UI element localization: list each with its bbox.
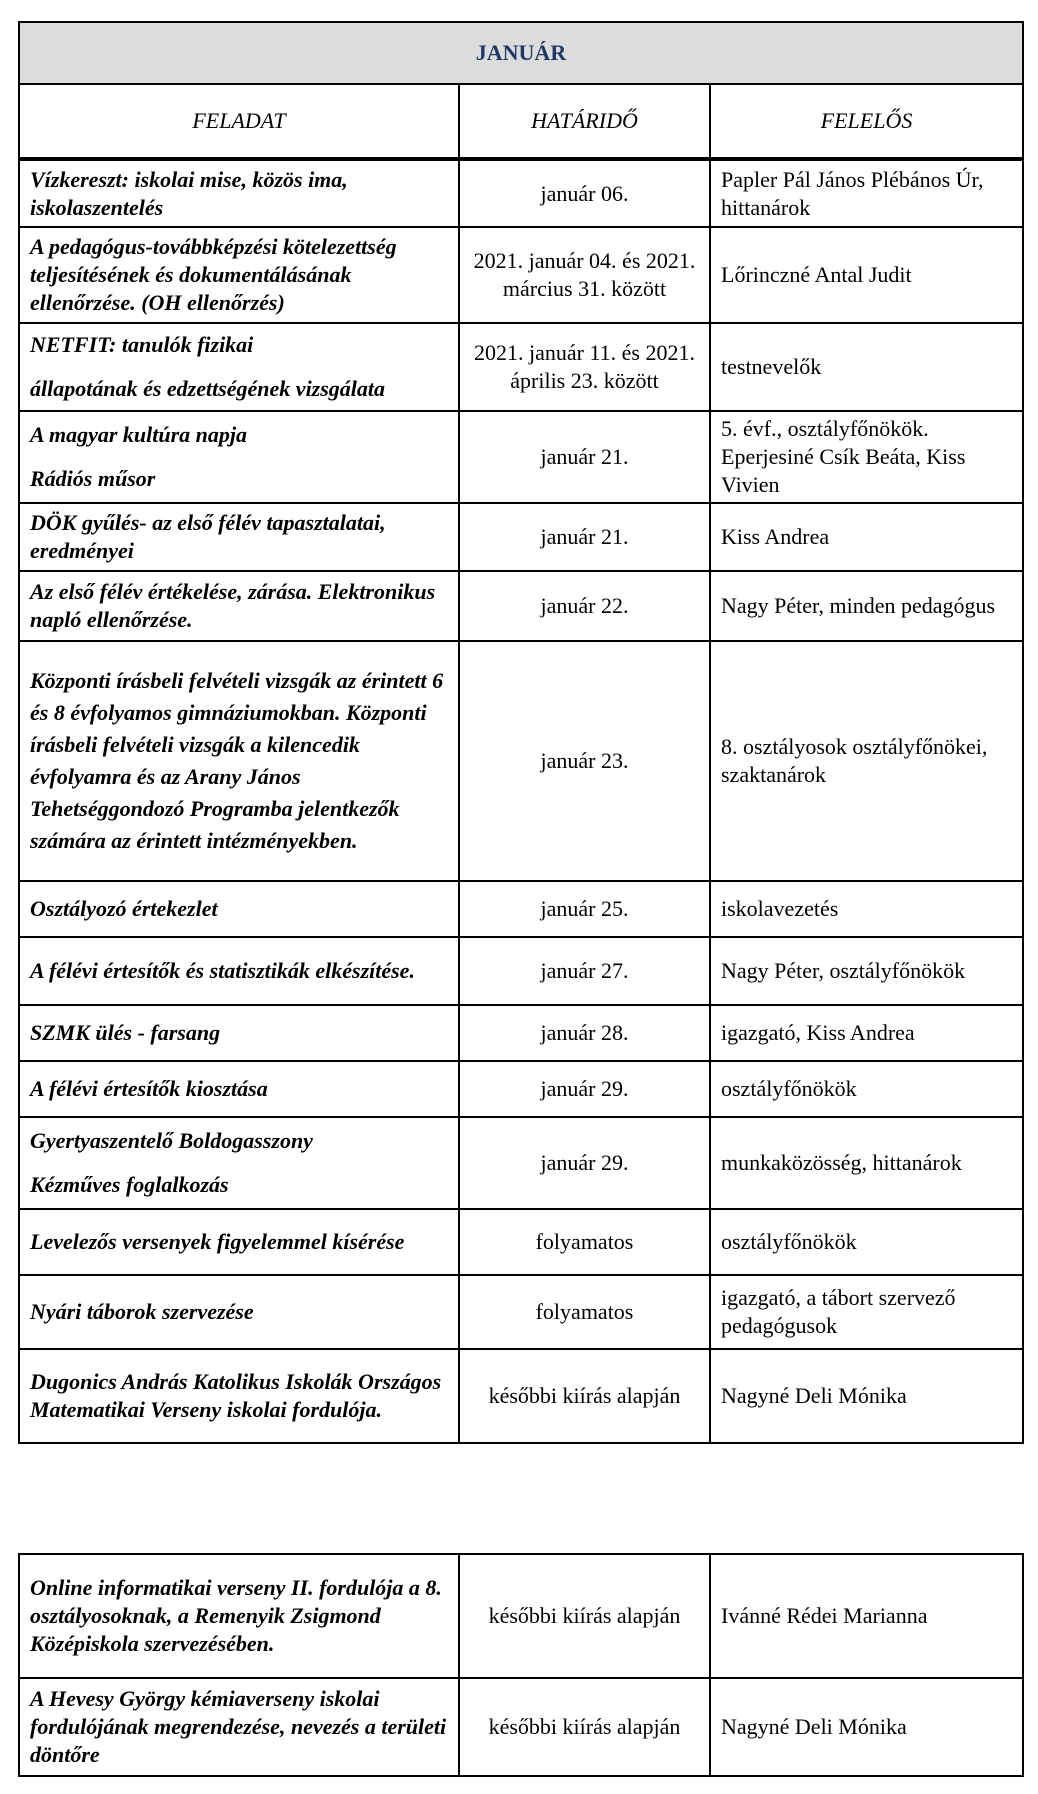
table-row (19, 641, 1023, 881)
deadline-cell: későbbi kiírás alapján (459, 1554, 710, 1678)
schedule-table (18, 21, 1024, 1444)
task-cell: Dugonics András Katolikus Iskolák Országos Matematikai Verseny iskolai fordulója. (19, 1349, 459, 1443)
responsible-cell: Papler Pál János Plébános Úr, hittanárok (710, 159, 1023, 227)
task-line: A magyar kultúra napja (30, 422, 248, 447)
month-title: JANUÁR (19, 22, 1023, 84)
responsible-cell: 5. évf., osztályfőnökök. Eperjesiné Csík Beáta, Kiss Vivien (710, 411, 1023, 503)
table-row (19, 1678, 1023, 1776)
deadline-cell: január 25. (459, 881, 710, 937)
task-cell: A félévi értesítők és statisztikák elkészítése. (19, 937, 459, 1005)
header-deadline: HATÁRIDŐ (459, 84, 710, 159)
task-cell: A félévi értesítők kiosztása (19, 1061, 459, 1117)
table-row (19, 323, 1023, 411)
responsible-cell: munkaközösség, hittanárok (710, 1117, 1023, 1209)
responsible-cell: igazgató, a tábort szervező pedagógusok (710, 1275, 1023, 1349)
task-cell (19, 1117, 459, 1209)
table-row (19, 881, 1023, 937)
table-row (19, 937, 1023, 1005)
table-row (19, 411, 1023, 503)
table-row (19, 1061, 1023, 1117)
table-row (19, 1117, 1023, 1209)
table-row (19, 1005, 1023, 1061)
deadline-cell: január 21. (459, 411, 710, 503)
deadline-cell: január 21. (459, 503, 710, 571)
deadline-cell: január 06. (459, 159, 710, 227)
deadline-cell: későbbi kiírás alapján (459, 1678, 710, 1776)
deadline-cell: január 22. (459, 571, 710, 641)
deadline-cell: január 28. (459, 1005, 710, 1061)
header-responsible: FELELŐS (710, 84, 1023, 159)
task-cell: Online informatikai verseny II. fordulója a 8. osztályosoknak, a Remenyik Zsigmond Középiskola szervezésében. (19, 1554, 459, 1678)
responsible-cell: iskolavezetés (710, 881, 1023, 937)
deadline-cell: január 23. (459, 641, 710, 881)
table-row (19, 227, 1023, 323)
task-line: állapotának és edzettségének vizsgálata (30, 376, 386, 401)
table-row (19, 1554, 1023, 1678)
table-row (19, 159, 1023, 227)
header-task: FELADAT (19, 84, 459, 159)
table-row (19, 503, 1023, 571)
table-row (19, 1275, 1023, 1349)
responsible-cell: Nagyné Deli Mónika (710, 1349, 1023, 1443)
task-cell: DÖK gyűlés- az első félév tapasztalatai, eredményei (19, 503, 459, 571)
task-line: Rádiós műsor (30, 466, 156, 491)
responsible-cell: Lőrinczné Antal Judit (710, 227, 1023, 323)
table-row (19, 1209, 1023, 1275)
responsible-cell: osztályfőnökök (710, 1061, 1023, 1117)
task-cell: A Hevesy György kémiaverseny iskolai fordulójának megrendezése, nevezés a területi döntőre (19, 1678, 459, 1776)
task-cell: Levelezős versenyek figyelemmel kísérése (19, 1209, 459, 1275)
responsible-cell: Nagy Péter, minden pedagógus (710, 571, 1023, 641)
table-row (19, 1349, 1023, 1443)
task-cell: Nyári táborok szervezése (19, 1275, 459, 1349)
task-line: NETFIT: tanulók fizikai (30, 332, 254, 357)
deadline-cell: folyamatos (459, 1275, 710, 1349)
task-cell (19, 411, 459, 503)
deadline-cell: későbbi kiírás alapján (459, 1349, 710, 1443)
task-line: Gyertyaszentelő Boldogasszony (30, 1128, 313, 1153)
deadline-cell: január 29. (459, 1117, 710, 1209)
deadline-cell: január 27. (459, 937, 710, 1005)
responsible-cell: Ivánné Rédei Marianna (710, 1554, 1023, 1678)
deadline-cell: január 29. (459, 1061, 710, 1117)
responsible-cell: testnevelők (710, 323, 1023, 411)
responsible-cell: Nagyné Deli Mónika (710, 1678, 1023, 1776)
responsible-cell: osztályfőnökök (710, 1209, 1023, 1275)
responsible-cell: Nagy Péter, osztályfőnökök (710, 937, 1023, 1005)
task-cell: Vízkereszt: iskolai mise, közös ima, iskolaszentelés (19, 159, 459, 227)
task-cell: SZMK ülés - farsang (19, 1005, 459, 1061)
task-cell: Az első félév értékelése, zárása. Elektronikus napló ellenőrzése. (19, 571, 459, 641)
table-row (19, 571, 1023, 641)
responsible-cell: 8. osztályosok osztályfőnökei, szaktanárok (710, 641, 1023, 881)
responsible-cell: igazgató, Kiss Andrea (710, 1005, 1023, 1061)
deadline-cell: folyamatos (459, 1209, 710, 1275)
schedule-table-continued (18, 1553, 1024, 1777)
task-cell: A pedagógus-továbbképzési kötelezettség teljesítésének és dokumentálásának ellenőrzése. (OH ellenőrzés) (19, 227, 459, 323)
deadline-cell: 2021. január 04. és 2021. március 31. között (459, 227, 710, 323)
task-line: Kézműves foglalkozás (30, 1172, 229, 1197)
deadline-cell: 2021. január 11. és 2021. április 23. között (459, 323, 710, 411)
task-cell: Központi írásbeli felvételi vizsgák az érintett 6 és 8 évfolyamos gimnáziumokban. Központi írásbeli felvételi vizsgák a kilencedik évfolyamra és az Arany János Tehetséggondozó Programba jelentkezők számára az érintett intézményekben. (19, 641, 459, 881)
task-cell: Osztályozó értekezlet (19, 881, 459, 937)
responsible-cell: Kiss Andrea (710, 503, 1023, 571)
task-cell (19, 323, 459, 411)
